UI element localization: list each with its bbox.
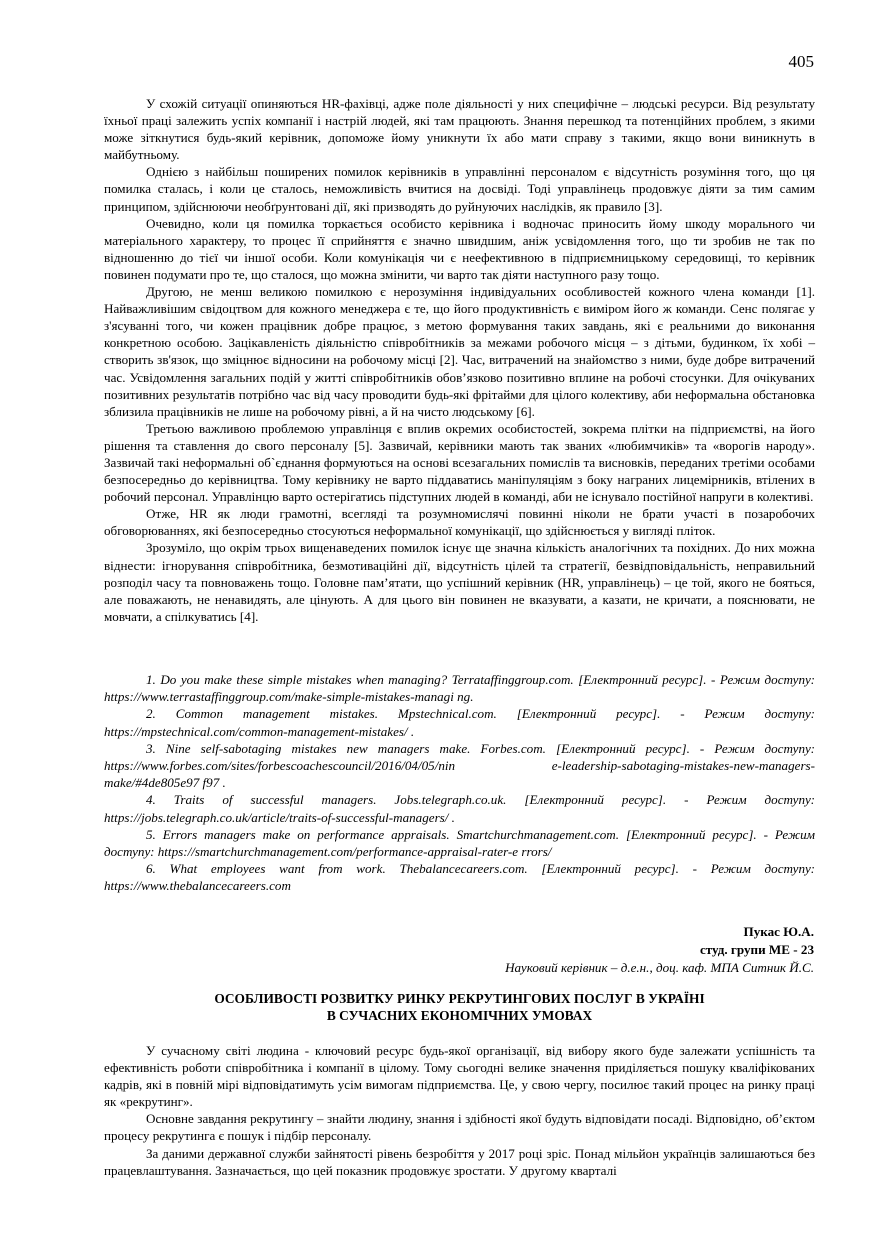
article-title [104,990,815,1025]
paragraph: За даними державної служби зайнятості рівень безробіття у 2017 році зріс. Понад мільйон українців залишаються без працевлаштування. Зазначається, що цей показник продовжує зростати. У другому кварталі [104,1145,815,1178]
page-number: 405 [788,52,814,71]
article-title-line: В СУЧАСНИХ ЕКОНОМІЧНИХ УМОВАХ [326,1008,593,1024]
paragraph: Третьою важливою проблемою управлінця є вплив окремих особистостей, зокрема плітки на підприємстві, на його рішення та ставлення до свого персоналу [5]. Зазвичай, керівники мають так званих «любимчиків» та «ворогів народу». Зазвичай такі неформальні об`єднання формуються на основі всезагальних помислів та висновків, переданих третіми особами безпосередньо до керівництва. Тому керівнику не варто піддаватись маніпуляціям з боку награних лицемірників, втілених в робочий персонал. Управлінцю варто остерігатись підступних людей в команді, аби не існувало постійної напруги в колективі. [104,420,815,505]
paragraph: Отже, HR як люди грамотні, всегляді та розумномислячі повинні ніколи не брати участі в позаробочих обговорюваннях, які безпосередньо стосуються неформальної комунікації, що здійснюється у вигляді пліток. [104,506,815,539]
reference-item: 3. Nine self-sabotaging mistakes new managers make. Forbes.com. [Електронний ресурс]. - Режим доступу: https://www.forbes.com/sites/forbescoachescouncil/2016/04/05/nin e-leadership-sabotaging-mistakes-new-managers-make/#4de805e97 f97 . [104,740,815,791]
scientific-supervisor: Науковий керівник – д.е.н., доц. каф. МПА Ситник Й.С. [505,960,814,975]
paragraph: Другою, не менш великою помилкою є нерозуміння індивідуальних особливостей кожного члена команди [1]. Найважливішим свідоцтвом для кожного менеджера є те, що його продуктивність є виміром його ж команди. Сенс полягає у з'ясуванні того, чи кожен працівник добре працює, з метою формування таких завдань, які є реальними до виконання конкретною особою. Зацікавленість діяльністю співробітників за межами робочого місця – з дітьми, будинком, їх хобі – створить зв'язок, що зміцнює відносини на робочому місці [2]. Час, витрачений на знайомство з ними, буде добре витрачений час. Усвідомлення загальних подій у житті співробітників обов’язково позитивно вплине на робочі стосунки. Для очікуваних позитивних результатів потрібно час від часу проводити будь-які фрітайми для цілого колективу, аби неформальна обстановка зблизила працівників не лише на робочому рівні, а й на чисто людському [6]. [104,284,815,419]
paragraph: У схожій ситуації опиняються HR-фахівці, адже поле діяльності у них специфічне – людські ресурси. Від результату їхньої праці залежить успіх компанії і настрій людей, які там працюють. Знання перешкод та потенційних проблем, з якими може зіткнутися будь-який керівник, допоможе йому уникнути їх або мати справу з такими, якщо вони виникнуть в майбутньому. [104,96,815,163]
paragraph: Очевидно, коли ця помилка торкається особисто керівника і водночас приносить йому шкоду морального чи матеріального характеру, то процес її сприйняття є значно швидшим, аніж усвідомлення того, що ти зробив не так по відношенню до тієї чи іншої особи. Коли комунікація чи є неефективною в підприємницькому середовищі, то керівник повинен подумати про те, що сталося, що можна змінити, чи варто так діяти наступного разу тощо. [104,215,815,282]
paragraph: Однією з найбільш поширених помилок керівників в управлінні персоналом є відсутність розуміння того, що ця помилка сталась, і коли це сталось, неможливість вчитися на досвіді. Тоді управлінець продовжує діяти за тим самим принципом, здійснюючи необґрунтовані дії, які призводять до руйнуючих наслідків, як правило [3]. [104,164,815,214]
reference-item: 6. What employees want from work. Thebalancecareers.com. [Електронний ресурс]. - Режим доступу: https://www.thebalancecareers.com [104,861,815,894]
article-body-top [104,95,815,625]
paragraph: У сучасному світі людина - ключовий ресурс будь-якої організації, від вибору якого буде залежати успішність та ефективність роботи співробітника і компанії в цілому. Тому сьогодні велике значення приділяється пошуку кваліфікованих кадрів, які в повній мірі відповідатимуть усім вимогам підприємства. Це, у свою чергу, посилює такий процес на ринку праці як «рекрутинг». [104,1043,815,1110]
reference-item: 2. Common management mistakes. Mpstechnical.com. [Електронний ресурс]. - Режим доступу: https://mpstechnical.com/common-management-mistakes/ . [104,706,815,739]
article-title-line: ОСОБЛИВОСТІ РОЗВИТКУ РИНКУ РЕКРУТИНГОВИХ ПОСЛУГ В УКРАЇНІ [214,991,705,1006]
author-group: студ. групи МЕ - 23 [699,942,814,957]
reference-item: 5. Errors managers make on performance appraisals. Smartchurchmanagement.com. [Електронний ресурс]. - Режим доступу: https://smartchurchmanagement.com/performance-appraisal-rater-e rrors/ [104,826,815,860]
reference-item: 1. Do you make these simple mistakes when managing? Terrataffinggroup.com. [Електронний ресурс]. - Режим доступу: https://www.terrastaffinggroup.com/make-simple-mistakes-managi ng. [104,672,815,705]
article-body-bottom [104,1042,815,1179]
author-name: Пукас Ю.А. [743,924,814,939]
reference-list [104,671,815,895]
paragraph: Основне завдання рекрутингу – знайти людину, знання і здібності якої будуть відповідати посаді. Відповідно, об’єктом процесу рекрутинга є пошук і підбір персоналу. [104,1111,815,1144]
reference-item: 4. Traits of successful managers. Jobs.telegraph.co.uk. [Електронний ресурс]. - Режим доступу: https://jobs.telegraph.co.uk/article/traits-of-successful-managers/ . [104,792,815,825]
paragraph: Зрозуміло, що окрім трьох вищенаведених помилок існує ще значна кількість аналогічних та похідних. До них можна віднести: ігнорування співробітника, безмотиваційні дії, відсутність цілей та стратегії, безвідповідальність, неправильний розподіл часу та повноважень тощо. Головне пам’ятати, що успішний керівник (HR, управлінець) – це той, якого не бояться, але поважають, не ненавидять, але цінують. А для цього він повинен не вказувати, а казати, не кричати, а пояснювати, не мовчати, а спілкуватись [4]. [104,540,815,624]
author-block [505,923,814,977]
